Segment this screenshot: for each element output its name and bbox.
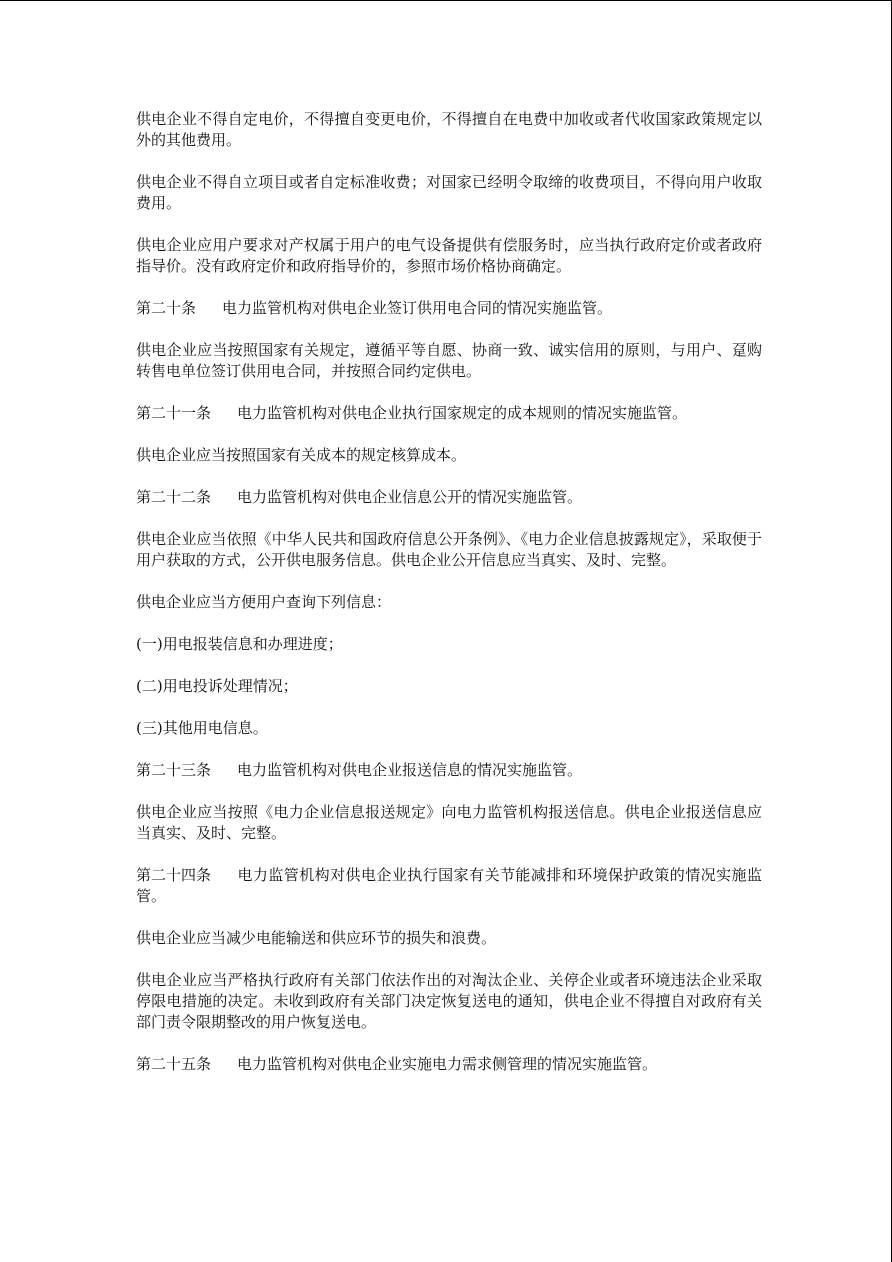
paragraph: 供电企业应当按照国家有关规定，遵循平等自愿、协商一致、诚实信用的原则，与用户、趸购转售电单位签订供用电合同，并按照合同约定供电。 [136,341,762,380]
article-number: 第二十二条 [136,488,212,506]
paragraph: 供电企业不得自定电价，不得擅自变更电价，不得擅自在电费中加收或者代收国家政策规定以外的其他费用。 [136,110,762,149]
article-number: 第二十条 [136,299,197,317]
article-text: 电力监管机构对供电企业报送信息的情况实施监管。 [237,761,583,779]
paragraph: 供电企业不得自立项目或者自定标准收费；对国家已经明令取缔的收费项目，不得向用户收取费用。 [136,173,762,212]
article-number: 第二十五条 [136,1055,212,1073]
article-heading [136,403,762,424]
list-item: (一)用电报装信息和办理进度； [136,635,343,653]
article-text: 电力监管机构对供电企业信息公开的情况实施监管。 [237,488,583,506]
article-text: 电力监管机构对供电企业实施电力需求侧管理的情况实施监管。 [237,1055,658,1073]
document-body [136,109,762,1096]
article-text: 电力监管机构对供电企业执行国家规定的成本规则的情况实施监管。 [237,404,688,422]
article-number: 第二十四条 [136,866,212,884]
article-number: 第二十三条 [136,761,212,779]
paragraph: 供电企业应当按照国家有关成本的规定核算成本。 [136,446,467,464]
paragraph: 供电企业应用户要求对产权属于用户的电气设备提供有偿服务时，应当执行政府定价或者政府指导价。没有政府定价和政府指导价的，参照市场价格协商确定。 [136,236,762,275]
article-heading [136,298,762,319]
article-heading [136,865,762,907]
article-heading [136,487,762,508]
list-item: (二)用电投诉处理情况； [136,677,298,695]
paragraph: 供电企业应当方便用户查询下列信息： [136,593,392,611]
paragraph: 供电企业应当严格执行政府有关部门依法作出的对淘汰企业、关停企业或者环境违法企业采取停限电措施的决定。未收到政府有关部门决定恢复送电的通知，供电企业不得擅自对政府有关部门责令限期整改的用户恢复送电。 [136,971,762,1031]
paragraph: 供电企业应当按照《电力企业信息报送规定》向电力监管机构报送信息。供电企业报送信息应当真实、及时、完整。 [136,803,762,842]
list-item: (三)其他用电信息。 [136,719,268,737]
paragraph: 供电企业应当依照《中华人民共和国政府信息公开条例》、《电力企业信息披露规定》，采取便于用户获取的方式，公开供电服务信息。供电企业公开信息应当真实、及时、完整。 [136,530,762,569]
article-number: 第二十一条 [136,404,212,422]
article-text: 电力监管机构对供电企业签订供用电合同的情况实施监管。 [222,299,613,317]
article-heading [136,760,762,781]
article-text: 电力监管机构对供电企业执行国家有关节能减排和环境保护政策的情况实施监管。 [136,866,762,905]
article-heading [136,1054,762,1075]
paragraph: 供电企业应当减少电能输送和供应环节的损失和浪费。 [136,929,497,947]
